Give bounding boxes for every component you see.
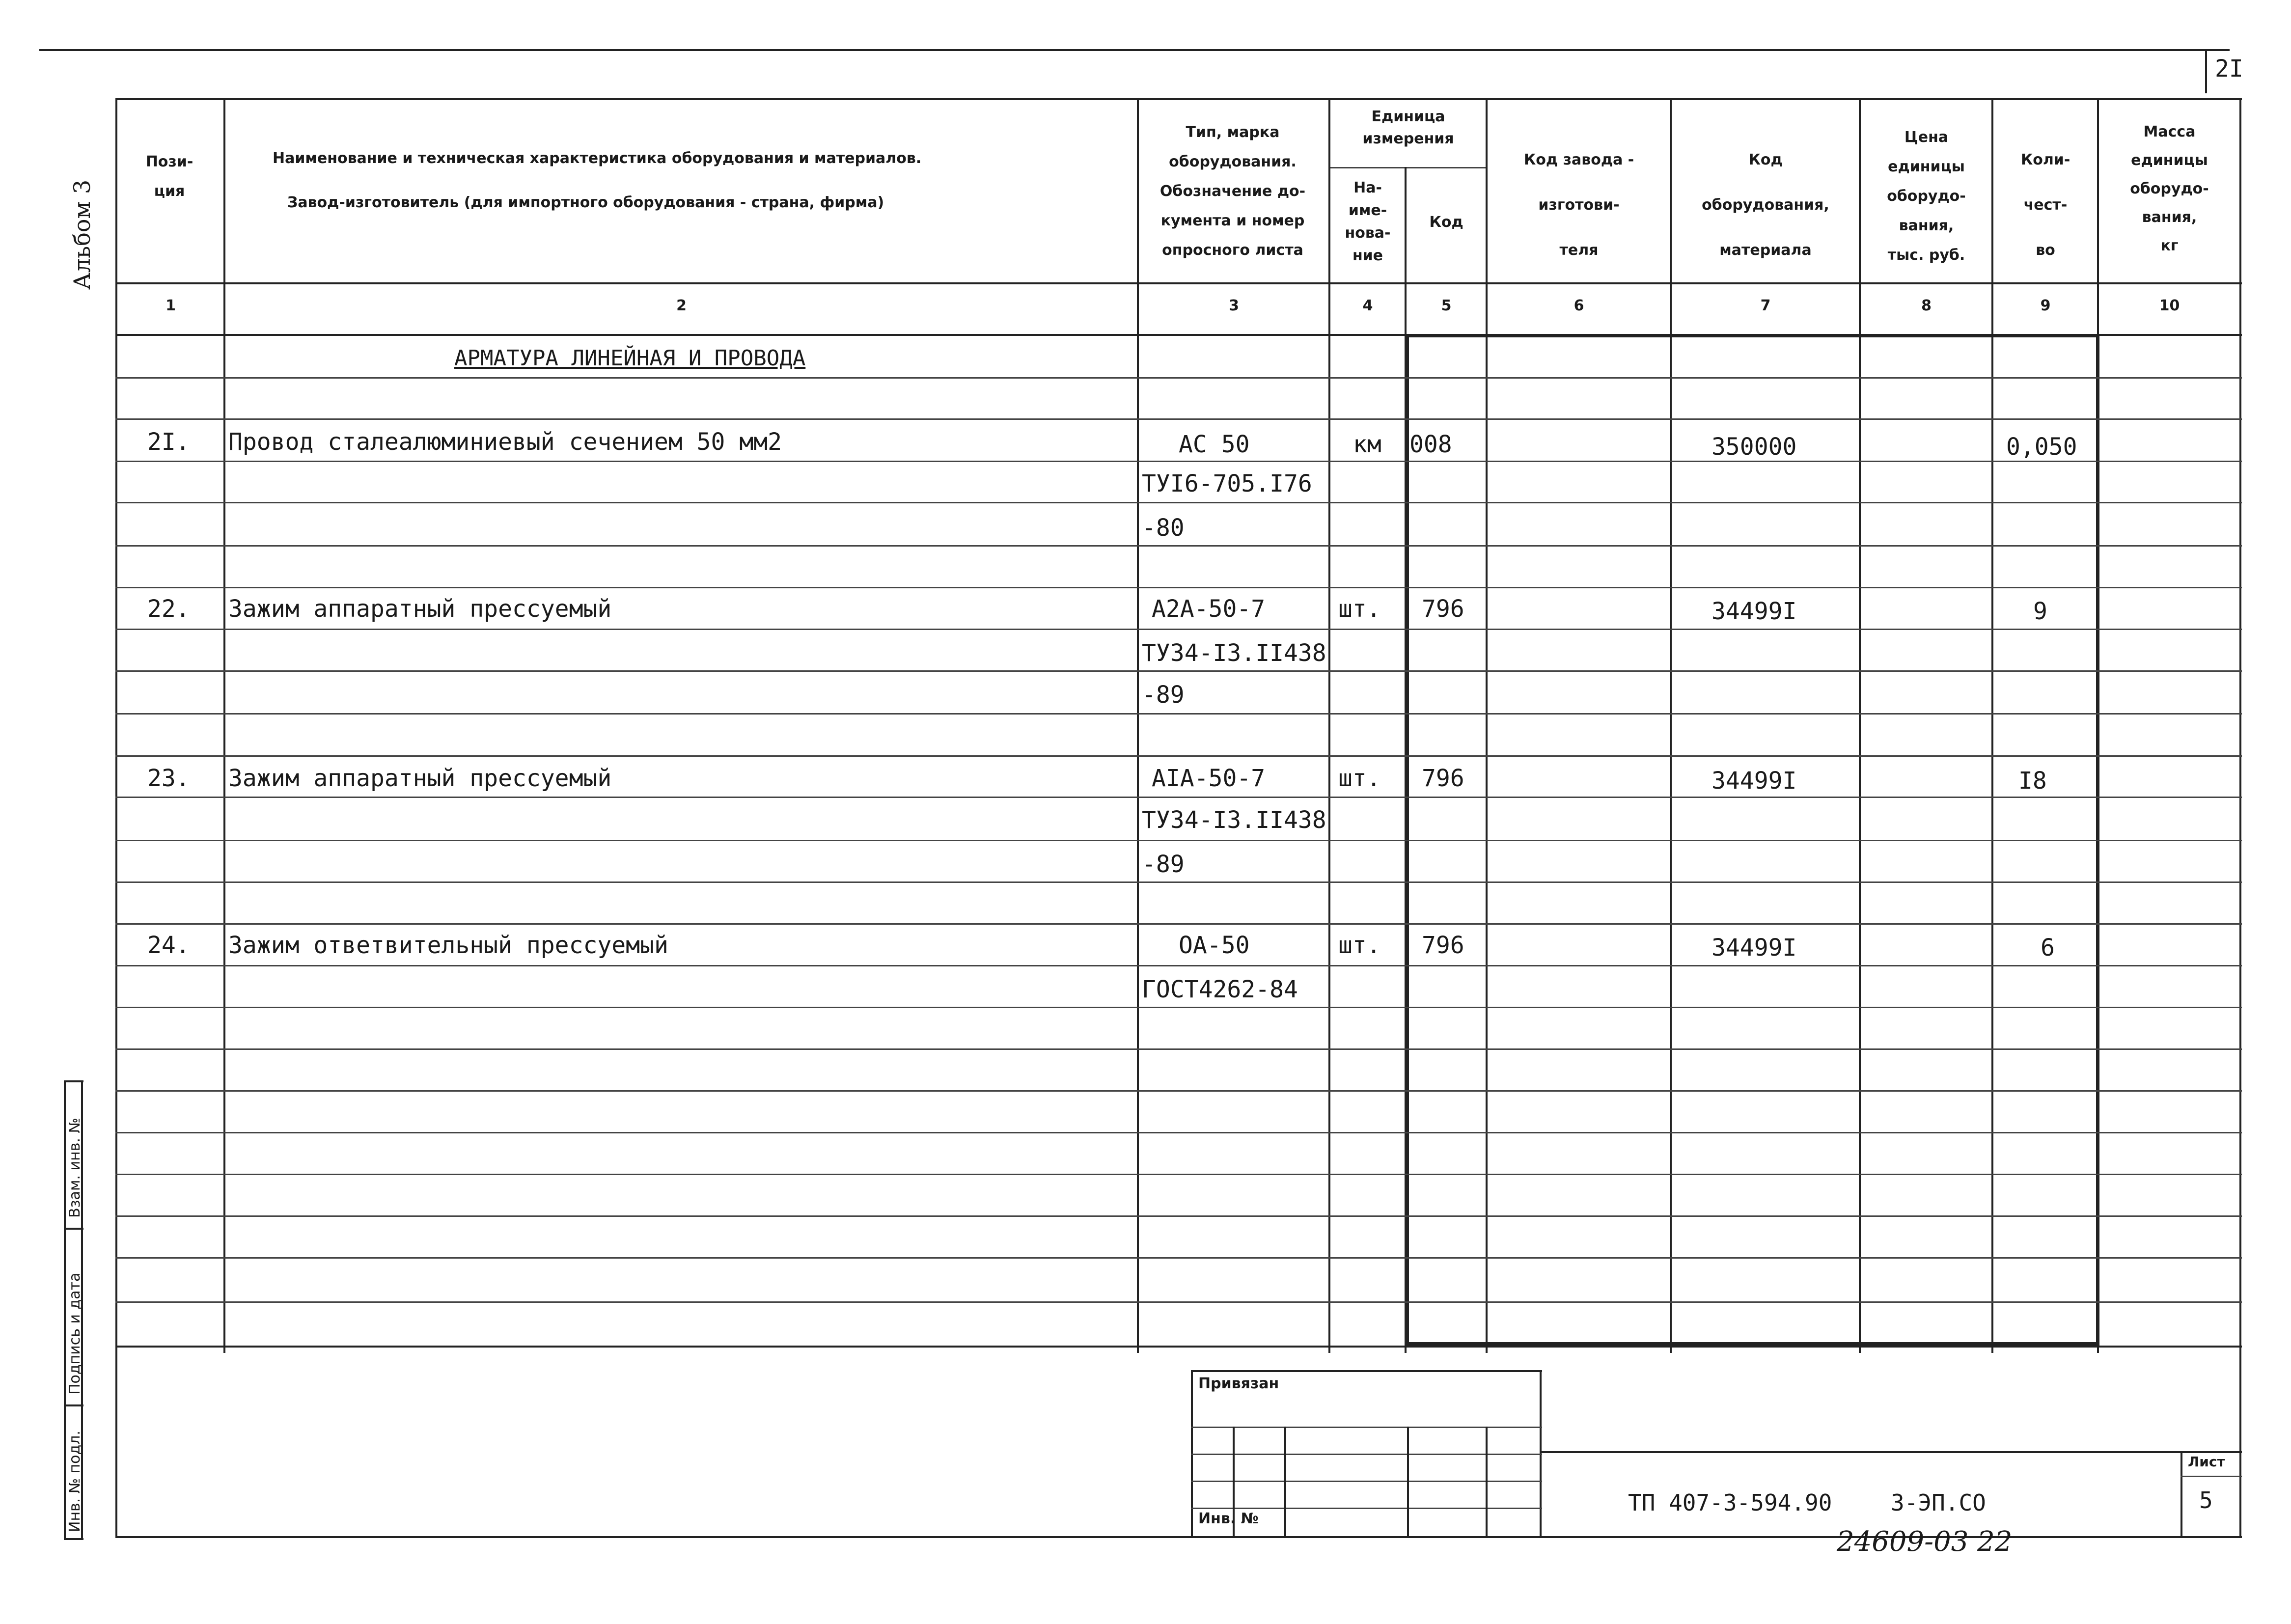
stamp-col	[1407, 1427, 1409, 1537]
row-line	[115, 1257, 2242, 1259]
item-equip-code: 34499I	[1711, 934, 1797, 962]
item-unit-code: 796	[1422, 765, 1464, 792]
col-div-8	[1991, 98, 1993, 1353]
row-line	[115, 545, 2242, 547]
row-line	[115, 797, 2242, 798]
item-name: Зажим ответвительный прессуемый	[228, 932, 668, 959]
side-inv-podl: Инв. № подл.	[66, 1431, 83, 1532]
side-strip-mid	[64, 1080, 66, 1540]
item-qty: 6	[2041, 934, 2055, 962]
item-equip-code: 350000	[1711, 433, 1797, 461]
row-line	[115, 587, 2242, 588]
item-qty: 9	[2033, 598, 2047, 625]
col-div-5	[1486, 98, 1488, 1353]
bottom-note: 24609-03 22	[1837, 1526, 2013, 1558]
header-type: Тип, марка оборудования. Обозначение до- кумента и номер опросного листа	[1159, 124, 1306, 259]
item-unit: шт.	[1338, 595, 1381, 623]
item-unit: км	[1353, 431, 1381, 458]
row-line	[115, 418, 2242, 420]
stamp-privyazan: Привязан	[1198, 1375, 1279, 1392]
row-line	[115, 1301, 2242, 1303]
side-podpis: Подпись и дата	[66, 1272, 83, 1395]
col-div-7	[1859, 98, 1861, 1353]
item-doc-line2: -89	[1142, 851, 1185, 878]
col-number-1: 1	[166, 297, 176, 314]
row-line	[115, 461, 2242, 462]
item-doc-line2: -89	[1142, 681, 1185, 709]
row-line	[115, 755, 2242, 757]
section-title: АРМАТУРА ЛИНЕЙНАЯ И ПРОВОДА	[454, 346, 806, 371]
item-name: Провод сталеалюминиевый сечением 50 мм2	[228, 428, 782, 456]
header-name-line2: Завод-изготовитель (для импортного оборудования - страна, фирма)	[287, 194, 884, 211]
row-line	[115, 1048, 2242, 1050]
item-qty: I8	[2018, 767, 2047, 795]
stamp-col	[1486, 1427, 1488, 1537]
col-number-6: 6	[1573, 297, 1584, 314]
row-line	[115, 1090, 2242, 1092]
item-name: Зажим аппаратный прессуемый	[228, 765, 612, 792]
row-line	[115, 713, 2242, 715]
item-unit-code: 796	[1422, 595, 1464, 623]
item-position: 23.	[147, 765, 190, 792]
row-line	[115, 965, 2242, 966]
row-line	[115, 923, 2242, 925]
item-doc-line1: ТУ34-I3.II438	[1142, 806, 1326, 834]
item-unit: шт.	[1338, 765, 1381, 792]
bold-box-bottom	[1406, 1342, 2097, 1346]
table-body-bottom	[115, 1346, 2242, 1348]
side-strip-div1	[64, 1080, 83, 1082]
item-equip-code: 34499I	[1711, 767, 1797, 795]
item-unit-code: 008	[1409, 431, 1452, 458]
item-doc-line2: -80	[1142, 514, 1185, 542]
item-name: Зажим аппаратный прессуемый	[228, 595, 612, 623]
header-unit-name: На- име- нова- ние	[1345, 179, 1391, 264]
row-line	[115, 840, 2242, 841]
col-div-3	[1328, 98, 1330, 1353]
item-type: А2А-50-7	[1152, 595, 1266, 623]
side-album-label: Альбом 3	[69, 179, 95, 290]
frame-left	[115, 98, 117, 1537]
row-line	[115, 1215, 2242, 1217]
side-strip-div3	[64, 1404, 83, 1406]
header-name-line1: Наименование и техническая характеристика оборудования и материалов.	[273, 150, 922, 167]
top-border	[39, 49, 2230, 51]
col-div-10	[2239, 98, 2241, 1353]
stamp-row	[1191, 1508, 1542, 1509]
item-doc-line1: ТУ34-I3.II438	[1142, 639, 1326, 667]
col-div-6	[1670, 98, 1672, 1353]
header-price: Цена единицы оборудо- вания, тыс. руб.	[1887, 129, 1966, 264]
col-number-4: 4	[1362, 297, 1373, 314]
header-unit-group: Единица измерения	[1362, 108, 1454, 147]
list-label: Лист	[2188, 1454, 2225, 1470]
header-equip-code: Код оборудования, материала	[1702, 151, 1829, 259]
col-number-7: 7	[1760, 297, 1771, 314]
col-number-5: 5	[1441, 297, 1452, 314]
bold-box-top	[1406, 334, 2097, 337]
item-unit: шт.	[1338, 932, 1381, 959]
item-type: АС 50	[1179, 431, 1250, 458]
doc-mark: 3-ЭП.СО	[1891, 1489, 1986, 1516]
stamp-row	[1191, 1427, 1542, 1428]
header-qty: Коли- чест- во	[2020, 151, 2070, 259]
stamp-row	[1191, 1481, 1542, 1482]
item-doc-line1: ГОСТ4262-84	[1142, 976, 1298, 1003]
item-position: 2I.	[147, 428, 190, 456]
title-block-top	[1540, 1451, 2242, 1453]
header-unit-code: Код	[1429, 214, 1463, 231]
corner-box-left	[2205, 49, 2207, 93]
row-line	[115, 881, 2242, 883]
row-line	[115, 1132, 2242, 1133]
row-line	[115, 502, 2242, 503]
col-div-2	[1137, 98, 1139, 1353]
row-line	[115, 1007, 2242, 1008]
row-line	[115, 629, 2242, 630]
item-type: ОА-50	[1179, 932, 1250, 959]
stamp-top	[1191, 1370, 1542, 1372]
list-number: 5	[2199, 1487, 2213, 1514]
header-mass: Масса единицы оборудо- вания, кг	[2130, 123, 2209, 254]
item-type: АIА-50-7	[1152, 765, 1266, 792]
col-number-2: 2	[676, 297, 687, 314]
col-number-3: 3	[1229, 297, 1239, 314]
doc-code: ТП 407-3-594.90	[1628, 1489, 1832, 1516]
item-position: 24.	[147, 932, 190, 959]
item-unit-code: 796	[1422, 932, 1464, 959]
stamp-row	[1191, 1454, 1542, 1455]
item-qty: 0,050	[2006, 433, 2077, 461]
header-bottom	[115, 282, 2242, 284]
sheet-corner-number: 2I	[2215, 55, 2243, 83]
stamp-col	[1284, 1427, 1286, 1537]
header-factory-code: Код завода - изготови- теля	[1523, 151, 1634, 259]
header-position: Пози- ция	[145, 153, 193, 200]
list-box-divider	[2181, 1476, 2242, 1477]
table-top	[115, 98, 2242, 100]
col-number-8: 8	[1921, 297, 1932, 314]
side-strip-div2	[64, 1228, 83, 1230]
col-div-1	[223, 98, 225, 1353]
col-number-9: 9	[2040, 297, 2051, 314]
side-strip-div4	[64, 1538, 83, 1540]
unit-group-divider	[1328, 167, 1486, 168]
row-line	[115, 1174, 2242, 1175]
item-position: 22.	[147, 595, 190, 623]
stamp-inv-no: Инв. №	[1198, 1510, 1259, 1527]
row-line	[115, 670, 2242, 672]
item-doc-line1: ТУI6-705.I76	[1142, 470, 1312, 497]
row-line	[115, 377, 2242, 379]
list-box-left	[2181, 1451, 2182, 1537]
item-equip-code: 34499I	[1711, 598, 1797, 625]
col-number-10: 10	[2159, 297, 2180, 314]
side-inv-zam: Взам. инв. №	[66, 1118, 83, 1218]
